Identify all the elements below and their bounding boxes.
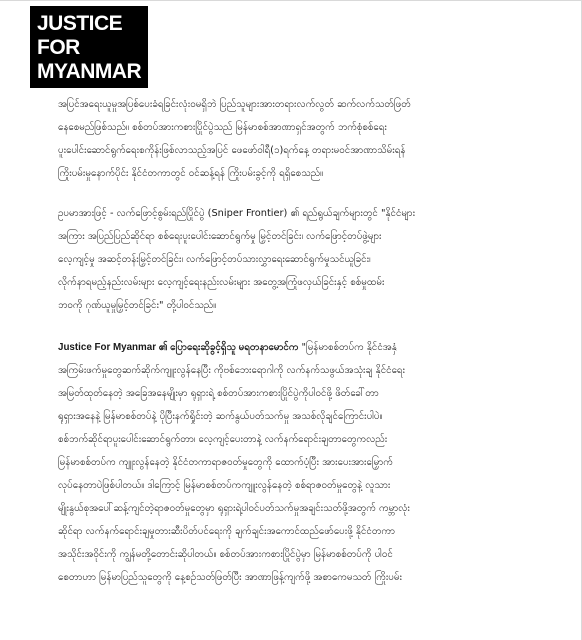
spokesperson-lead: Justice For Myanmar ၏ ပြောရေးဆိုခွင့်ရှိသူ မရတနာမောင်က: [58, 342, 299, 353]
logo-line-3: MYANMAR: [37, 60, 142, 83]
text-line: စေတာဟာ မြန်မာပြည်သူတွေကို နေ့စဉ်သတ်ဖြတ်ပြီး အာဏာဖြန့်ကျက်ဖို့ အစာကေမသတ် ကြိုးပမ်း: [58, 572, 402, 583]
text-line: နေစေမည်ဖြစ်သည်။ စစ်တပ်အားကစားပြိုင်ပွဲသည် မြန်မာစစ်အာဏာရှင်အတွက် ဘက်စုံစစ်ရေး: [58, 122, 387, 133]
text-line: အပြင်အရေးယူမှုအပြစ်ပေးခံရခြင်းလုံးဝမရှိဘဲ ပြည်သူများအားတရားလက်လွတ် ဆက်လက်သတ်ဖြတ်: [58, 99, 411, 110]
quote-first-line: [58, 336, 530, 359]
text-line: လုပ်နေတာပဲဖြစ်ပါတယ်။ ဒါကြောင့် မြန်မာစစ်တပ်ကကျူးလွန်နေတဲ့ စစ်ရာဇဝတ်မှုတွေနဲ့ လူသား: [58, 480, 391, 491]
text-line: ဆိုင်ရာ လက်နက်ရောင်းချမှုတားဆီးပိတ်ပင်ရေးကို ချက်ချင်းအကောင်ထည်ဖော်ပေးဖို့ နိုင်ငံတကာ: [58, 526, 396, 537]
text-line: ရုရှားအနေနဲ့ မြန်မာစစ်တပ်နဲ့ ပိုပြီးနက်ရှိုင်းတဲ့ ဆက်နွယ်ပတ်သက်မှု အသစ်လိုချင်ကြောင်းပါပဲ။: [58, 411, 383, 422]
text-line: အသိုင်းအဝိုင်းကို ကျွန်မတို့တောင်းဆိုပါတယ်။ စစ်တပ်အားကစားပြိုင်ပွဲမှာ မြန်မာစစ်တပ်ကို ပါဝင်: [58, 549, 393, 560]
paragraph-1: [58, 93, 530, 185]
quote-start: "မြန်မာစစ်တပ်က နိုင်ငံအနှံ: [298, 342, 397, 353]
paragraph-2: [58, 202, 530, 317]
paragraph-3: [58, 336, 530, 589]
text-line: အကြမ်းဖက်မှုတွေဆက်ဆိုက်ကျူးလွန်နေပြီး ကိုဗစ်ဘေးရောဂါကို လက်နက်သဖွယ်အသုံးချ နိုင်ငံရေး: [58, 365, 406, 376]
logo-line-2: FOR: [37, 36, 80, 59]
text-line: ကြိုးပမ်းမှုနောက်ပိုင်း နိုင်ငံတကာတွင် ဝင်ဆန့်ရန် ကြိုးပမ်းခွင့်ကို ရရှိစေသည်။: [58, 168, 324, 179]
logo-line-1: JUSTICE: [37, 12, 123, 35]
text-line: အမြတ်ထုတ်နေတဲ့ အခြေအနေမျိုးမှာ ရုရှားရဲ့ စစ်တပ်အားကစားပြိုင်ပွဲကိုပါဝင်ဖို့ ဖိတ်ခေါ်တာ: [58, 388, 379, 399]
text-line: မျိုးနွယ်စုအပေါ်ဆန့်ကျင်တဲ့ရာဇဝတ်မှုတွေမှာ ရုရှားရဲ့ပါဝင်ပတ်သက်မှုအချင်းသတ်ဖို့အတွက် ကမ္ဘာလုံး: [58, 503, 410, 514]
text-line: လိုက်နာရမည့်နည်းလမ်းများ လေ့ကျင့်ရေးနည်းလမ်းများ အတွေ့အကြုံဖလှယ်ခြင်းနှင့် စစ်မှုထမ်း: [58, 277, 385, 288]
text-line: ပူးပေါင်းဆောင်ရွက်ရေးစကိုန်းဖြစ်လာသည့်အပြင် ဖေဖော်ဝါရီ(၁)ရက်နေ့ တရားမဝင်အာဏာသိမ်းရန်: [58, 145, 406, 156]
justice-for-myanmar-logo: [30, 6, 148, 88]
text-line: ဘဝကို ဂုဏ်ယူမှုမြှင့်တင်ခြင်း" တို့ပါဝင်သည်။: [58, 300, 217, 311]
text-line: စစ်ဘက်ဆိုင်ရာပူးပေါင်းဆောင်ရွက်တာ၊ လေ့ကျင့်ပေးတာနဲ့ လက်နက်ရောင်းချတာတွေကလည်း: [58, 434, 388, 445]
text-line: မြန်မာစစ်တပ်က ကျူးလွန်နေတဲ့ နိုင်ငံတကာရာဇဝတ်မှုတွေကို ထောက်ပံ့ပြီး အားပေးအားမြှောက်: [58, 457, 393, 468]
page-edge-top: [0, 0, 582, 1]
text-line: အကြား အပြည်ပြည်ဆိုင်ရာ စစ်ရေးပူးပေါင်းဆောင်ရွက်မှု မြှင့်တင်ခြင်း၊ လက်ဖြောင့်တပ်ဖွဲ့များ: [58, 231, 382, 242]
article-body: [58, 93, 530, 589]
text-line: လေ့ကျင့်မှု အဆင့်တန်းမြှင့်တင်ခြင်း၊ လက်ဖြောင့်တပ်သားလွှာရေးဆောင်ရွက်မှုသင်ယူခြင်း၊: [58, 254, 371, 265]
text-line: ဥပမာအားဖြင့် - လက်ဖြောင့်စွမ်းရည်ပြိုင်ပွဲ (Sniper Frontier) ၏ ရည်ရွယ်ချက်များတွင် "နိုင်ငံများ: [58, 208, 416, 219]
